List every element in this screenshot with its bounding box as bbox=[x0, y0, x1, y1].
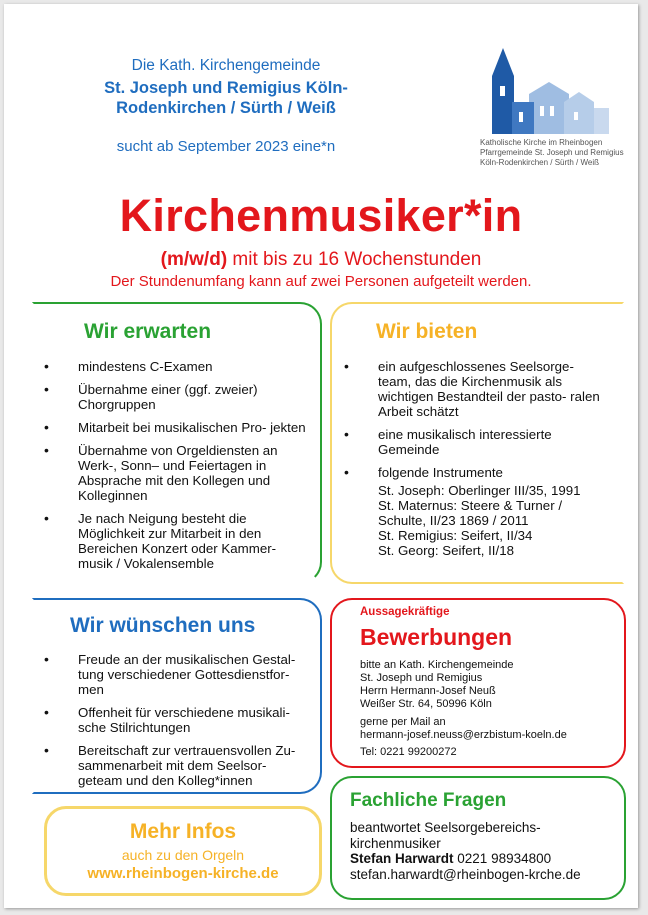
address-line: bitte an Kath. Kirchengemeinde bbox=[360, 659, 514, 671]
wuenschen-list bbox=[44, 652, 314, 796]
mail-link[interactable]: hermann-josef.neuss@erzbistum-koeln.de bbox=[360, 729, 567, 741]
address-line: Herrn Hermann-Josef Neuß bbox=[360, 685, 496, 697]
header-line-2: St. Joseph und Remigius Köln- bbox=[104, 79, 348, 97]
page-title: Kirchenmusiker*in bbox=[119, 190, 523, 241]
fragen-title: Fachliche Fragen bbox=[350, 790, 507, 811]
header-line-1: Die Kath. Kirchengemeinde bbox=[131, 57, 321, 74]
instrument-item: St. Georg: Seifert, II/18 bbox=[378, 543, 514, 558]
list-item: • Je nach Neigung besteht die Möglichkeit zur Mitarbeit in den Bereichen Konzert oder Kammer- musik / Vokalensemble bbox=[44, 511, 309, 571]
logo-line-3: Köln-Rodenkirchen / Sürth / Weiß bbox=[480, 158, 600, 167]
erwarten-list bbox=[44, 359, 309, 579]
header-line-4: sucht ab September 2023 eine*n bbox=[116, 138, 336, 155]
header-line-3: Rodenkirchen / Sürth / Weiß bbox=[116, 99, 336, 117]
list-item: • Mitarbeit bei musikalischen Pro- jekten bbox=[44, 420, 309, 435]
instrument-item: St. Joseph: Oberlinger III/35, 1991 bbox=[378, 483, 581, 498]
erwarten-title: Wir erwarten bbox=[84, 320, 212, 343]
flyer-page bbox=[4, 4, 638, 908]
mail-label: gerne per Mail an bbox=[360, 716, 446, 728]
fragen-line-1: beantwortet Seelsorgebereichs- bbox=[350, 820, 541, 835]
address-line: Weißer Str. 64, 50996 Köln bbox=[360, 698, 492, 710]
fragen-contact bbox=[350, 851, 622, 867]
logo-line-1: Katholische Kirche im Rheinbogen bbox=[480, 138, 603, 147]
list-item: • ein aufgeschlossenes Seelsorge- team, das die Kirchenmusik als wichtigen Bestandteil der pasto- ralen Arbeit schätzt bbox=[344, 359, 606, 419]
fragen-name: Stefan Harwardt bbox=[350, 851, 454, 866]
instrument-list bbox=[378, 483, 606, 558]
list-item: • mindestens C-Examen bbox=[44, 359, 309, 374]
church-icon bbox=[474, 46, 614, 136]
list-item: • folgende Instrumente bbox=[344, 465, 606, 480]
bewerbung-title: Bewerbungen bbox=[360, 624, 513, 650]
subtitle-rest: mit bis zu 16 Wochenstunden bbox=[227, 249, 482, 270]
bewerbung-mail-block bbox=[360, 716, 622, 742]
fragen-line-2: kirchenmusiker bbox=[350, 835, 441, 851]
bieten-title: Wir bieten bbox=[376, 320, 478, 343]
bewerbung-pre: Aussagekräftige bbox=[360, 606, 450, 618]
list-item: • Freude an der musikalischen Gestal- tung verschiedener Gottesdienstfor- men bbox=[44, 652, 314, 697]
list-item: • eine musikalisch interessierte Gemeinde bbox=[344, 427, 606, 457]
infos-url-link[interactable]: www.rheinbogen-kirche.de bbox=[87, 865, 279, 882]
list-item: • Übernahme von Orgeldiensten an Werk-, Sonn– und Feiertagen in Absprache mit den Kollegen und Kolleginnen bbox=[44, 443, 309, 503]
subtitle-bold: (m/w/d) bbox=[160, 249, 228, 270]
instrument-item: St. Maternus: Steere & Turner / Schulte, II/23 1869 / 2011 bbox=[378, 498, 563, 528]
list-item: • Bereitschaft zur vertrauensvollen Zu- sammenarbeit mit dem Seelsor- geteam und den Kolleg*innen bbox=[44, 743, 314, 788]
fragen-email[interactable]: stefan.harwardt@rheinbogen-krche.de bbox=[350, 866, 581, 882]
logo-line-2: Pfarrgemeinde St. Joseph und Remigius bbox=[480, 148, 624, 157]
bewerbung-address bbox=[360, 659, 622, 711]
address-line: St. Joseph und Remigius bbox=[360, 672, 483, 684]
fragen-text bbox=[350, 820, 622, 882]
infos-title: Mehr Infos bbox=[129, 820, 237, 843]
infos-sub: auch zu den Orgeln bbox=[121, 847, 245, 863]
bewerbung-tel: Tel: 0221 99200272 bbox=[360, 746, 457, 758]
logo-text bbox=[480, 138, 630, 168]
list-item: • Offenheit für verschiedene musikali- sche Stilrichtungen bbox=[44, 705, 314, 735]
subtitle bbox=[4, 249, 638, 271]
fragen-phone: 0221 98934800 bbox=[453, 851, 552, 866]
instrument-item: St. Remigius: Seifert, II/34 bbox=[378, 528, 533, 543]
header-parish-name bbox=[66, 78, 386, 118]
list-item: • Übernahme einer (ggf. zweier) Chorgruppen bbox=[44, 382, 309, 412]
wuenschen-title: Wir wünschen uns bbox=[70, 614, 256, 637]
bieten-list bbox=[344, 359, 606, 488]
subtitle-note: Der Stundenumfang kann auf zwei Personen aufgeteilt werden. bbox=[110, 273, 532, 290]
